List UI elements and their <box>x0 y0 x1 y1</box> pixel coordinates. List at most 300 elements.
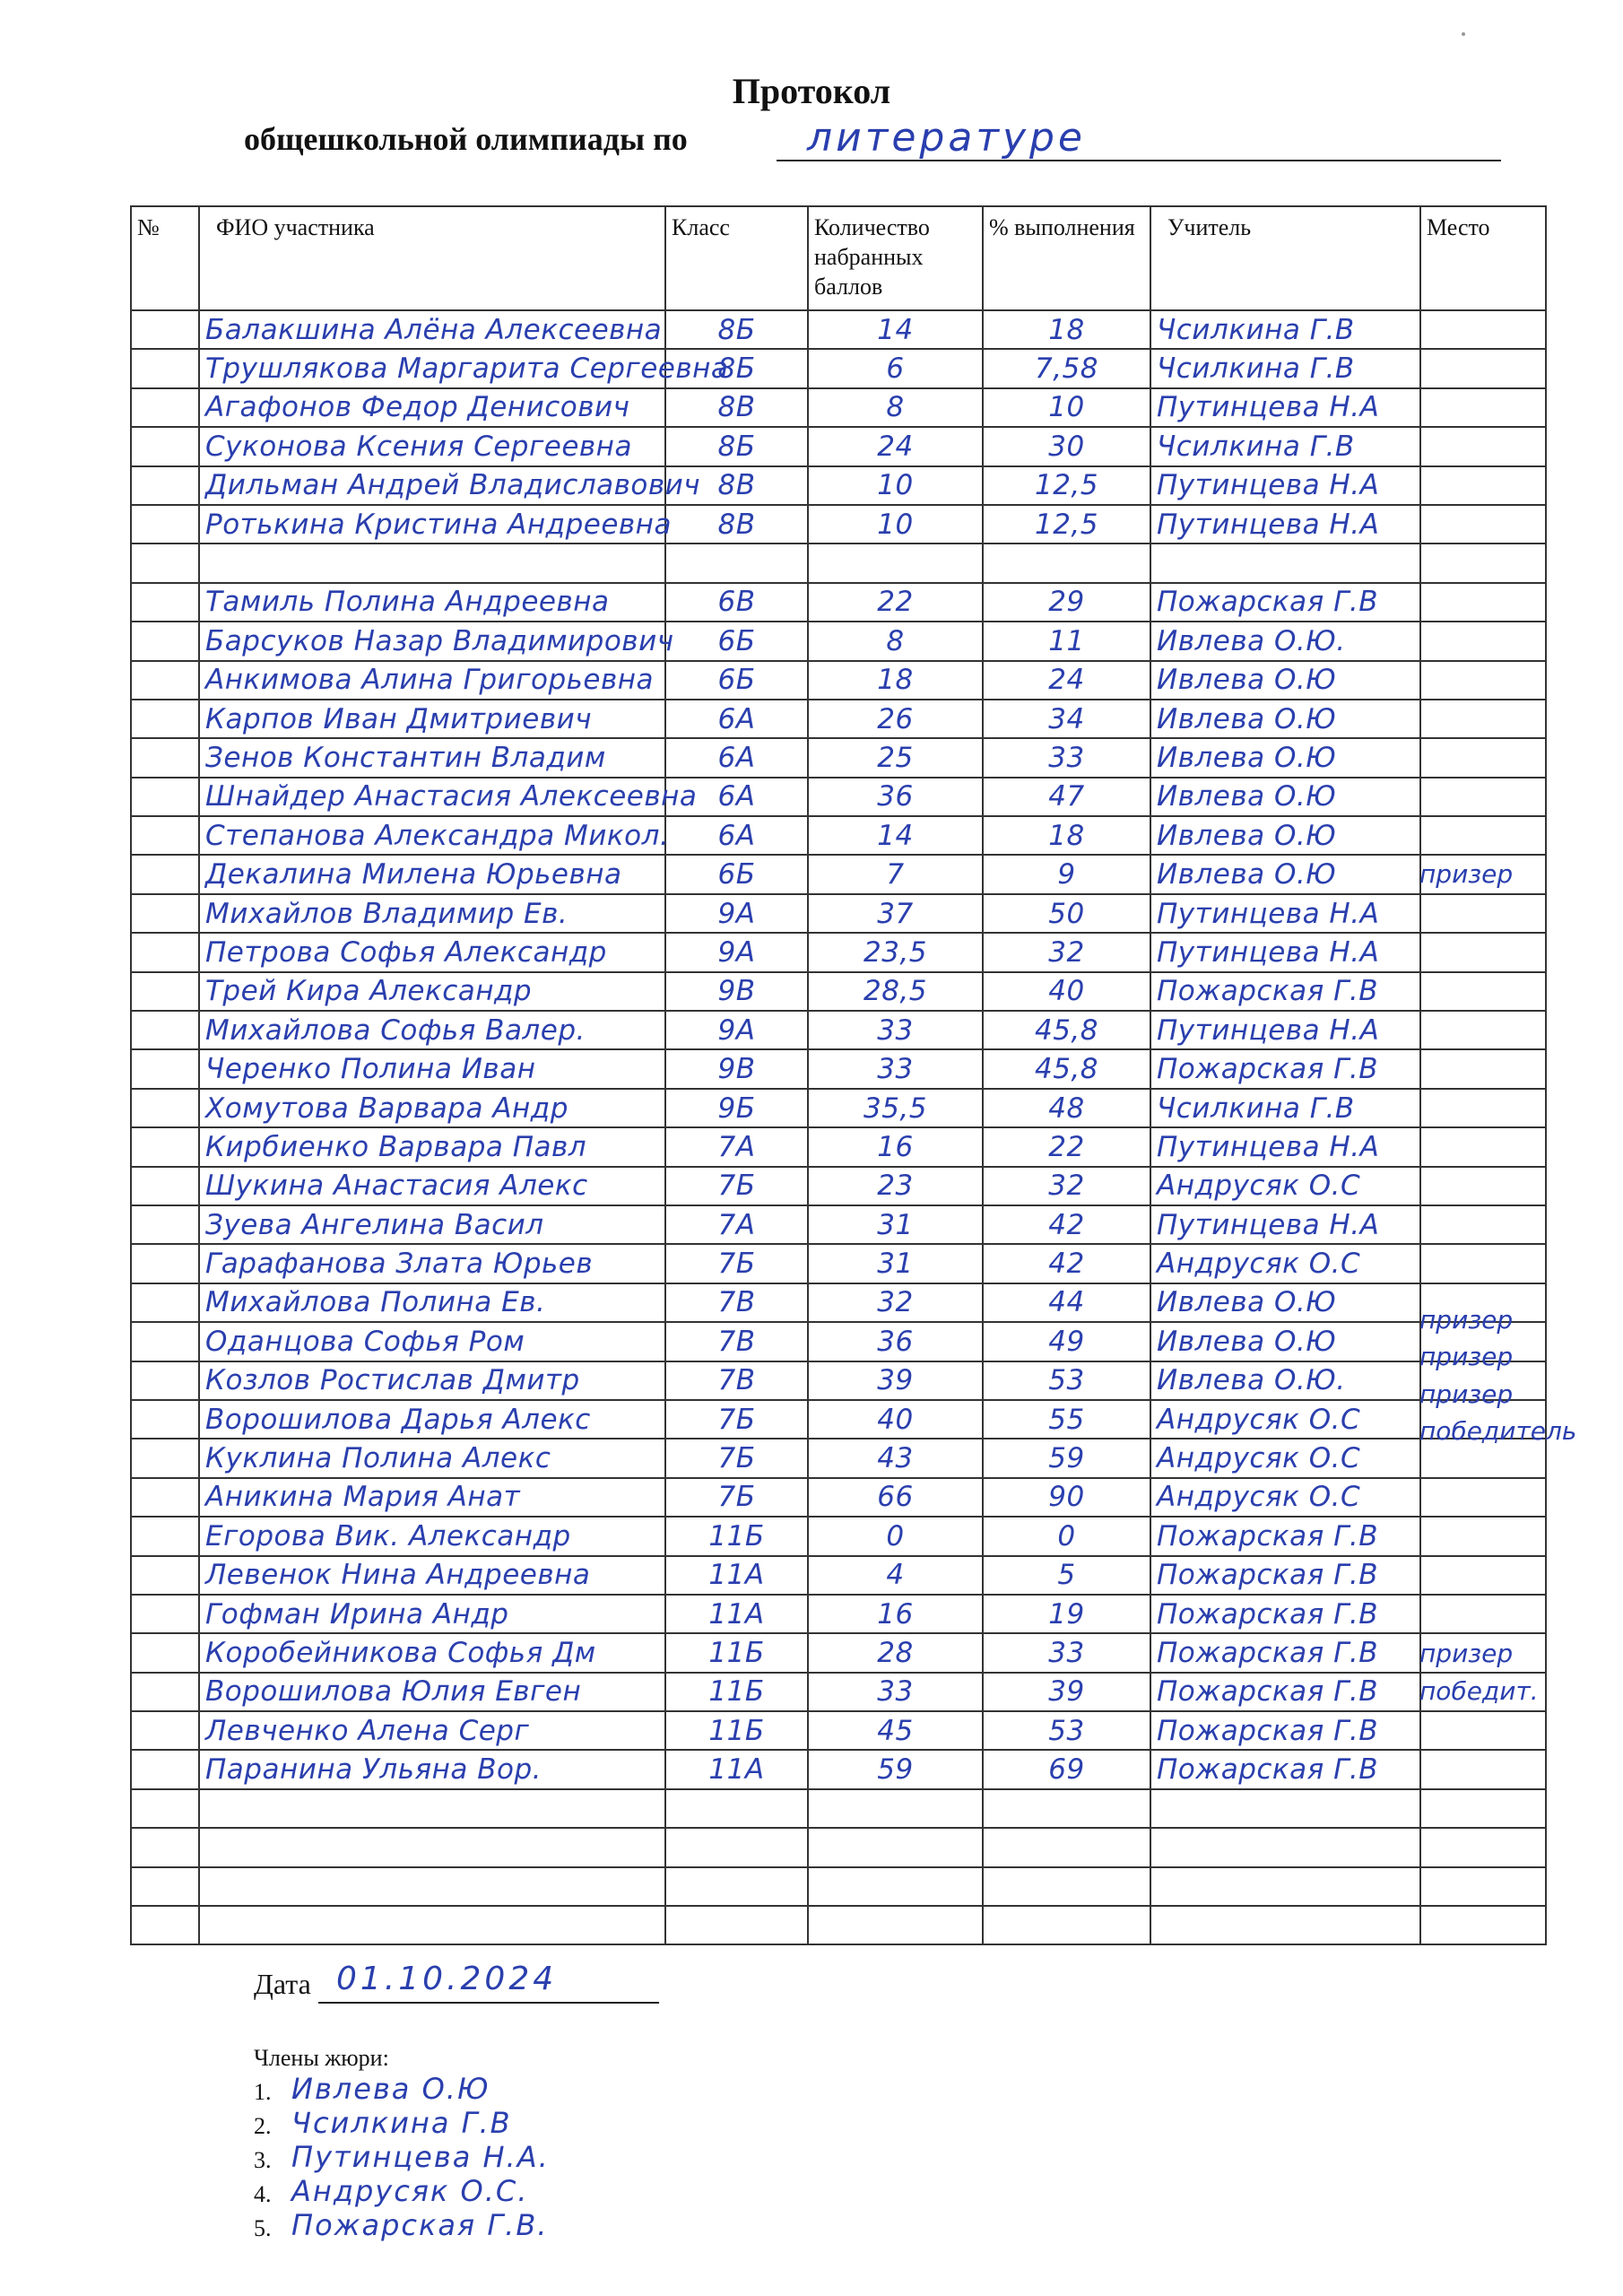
participant-place <box>1420 933 1546 971</box>
participant-name: Оданцова Софья Ром <box>199 1322 665 1361</box>
participant-grade: 9А <box>665 894 808 933</box>
participant-score: 10 <box>808 505 983 544</box>
participant-teacher: Андрусяк О.С <box>1150 1439 1420 1477</box>
row-number <box>131 1439 199 1477</box>
row-number <box>131 1906 199 1944</box>
participant-teacher: Пожарская Г.В <box>1150 1556 1420 1595</box>
document-title: Протокол <box>732 71 891 111</box>
table-row <box>131 1867 1546 1906</box>
participant-teacher: Путинцева Н.А <box>1150 1127 1420 1166</box>
jury-member-name: Пожарская Г.В. <box>291 2208 549 2242</box>
participant-score: 6 <box>808 349 983 387</box>
table-row <box>131 972 1546 1011</box>
participant-place <box>1420 505 1546 544</box>
row-number <box>131 1517 199 1555</box>
participant-name: Ротькина Кристина Андреевна <box>199 505 665 544</box>
participant-grade: 11Б <box>665 1517 808 1555</box>
row-number <box>131 1400 199 1439</box>
participant-score <box>808 1789 983 1828</box>
row-number <box>131 1867 199 1906</box>
participant-place <box>1420 1049 1546 1088</box>
participant-place <box>1420 622 1546 660</box>
table-row <box>131 894 1546 933</box>
participant-percent: 19 <box>983 1595 1150 1633</box>
participant-score: 28,5 <box>808 972 983 1011</box>
table-row <box>131 738 1546 777</box>
participant-place <box>1420 1205 1546 1244</box>
participant-percent: 55 <box>983 1400 1150 1439</box>
table-row <box>131 816 1546 855</box>
participant-place <box>1420 544 1546 582</box>
participant-teacher: Ивлева О.Ю <box>1150 738 1420 777</box>
table-row <box>131 1750 1546 1788</box>
participant-teacher: Ивлева О.Ю. <box>1150 622 1420 660</box>
participant-teacher: Ивлева О.Ю <box>1150 1283 1420 1322</box>
participant-name: Анкимова Алина Григорьевна <box>199 661 665 700</box>
participant-teacher: Пожарская Г.В <box>1150 1049 1420 1088</box>
participant-percent: 18 <box>983 310 1150 349</box>
participant-grade: 7Б <box>665 1478 808 1517</box>
participant-score: 24 <box>808 427 983 465</box>
participant-score: 16 <box>808 1595 983 1633</box>
table-row <box>131 1595 1546 1633</box>
participant-teacher <box>1150 1789 1420 1828</box>
participant-teacher: Ивлева О.Ю <box>1150 816 1420 855</box>
jury-title: Члены жюри: <box>254 2045 389 2071</box>
place-note: победитель <box>1419 1416 1577 1446</box>
table-header-row <box>131 206 1546 310</box>
row-number <box>131 816 199 855</box>
participant-grade: 9Б <box>665 1089 808 1127</box>
participant-grade: 9А <box>665 933 808 971</box>
participant-grade: 8В <box>665 505 808 544</box>
table-row <box>131 778 1546 816</box>
participant-score: 26 <box>808 700 983 738</box>
table-row <box>131 1127 1546 1166</box>
document-subtitle: общешкольной олимпиады по <box>244 121 688 157</box>
participant-grade: 7Б <box>665 1439 808 1477</box>
participant-name: Аникина Мария Анат <box>199 1478 665 1517</box>
participant-grade: 6А <box>665 778 808 816</box>
participant-grade: 8Б <box>665 427 808 465</box>
participant-name: Карпов Иван Дмитриевич <box>199 700 665 738</box>
participant-percent: 32 <box>983 1167 1150 1205</box>
participant-grade: 6Б <box>665 855 808 893</box>
participant-place <box>1420 972 1546 1011</box>
row-number <box>131 349 199 387</box>
participant-place <box>1420 1595 1546 1633</box>
participant-name: Левенок Нина Андреевна <box>199 1556 665 1595</box>
table-row <box>131 1244 1546 1283</box>
participant-grade: 6А <box>665 816 808 855</box>
date-underline <box>318 2002 659 2004</box>
participant-score <box>808 544 983 582</box>
header-place: Место <box>1420 206 1546 310</box>
participant-percent: 29 <box>983 583 1150 622</box>
participant-name: Хомутова Варвара Андр <box>199 1089 665 1127</box>
participant-place <box>1420 1478 1546 1517</box>
participant-teacher: Чсилкина Г.В <box>1150 310 1420 349</box>
participant-percent: 9 <box>983 855 1150 893</box>
participant-name: Паранина Ульяна Вор. <box>199 1750 665 1788</box>
table-row <box>131 310 1546 349</box>
participant-percent: 47 <box>983 778 1150 816</box>
jury-member-name: Ивлева О.Ю <box>291 2072 490 2106</box>
participant-percent: 34 <box>983 700 1150 738</box>
participant-place <box>1420 427 1546 465</box>
participant-name: Шукина Анастасия Алекс <box>199 1167 665 1205</box>
table-row <box>131 1633 1546 1672</box>
row-number <box>131 1244 199 1283</box>
participant-name: Михайлова Полина Ев. <box>199 1283 665 1322</box>
participant-grade: 11А <box>665 1556 808 1595</box>
participant-teacher: Пожарская Г.В <box>1150 1517 1420 1555</box>
header-score: Количество набранных баллов <box>808 206 983 310</box>
date-label: Дата <box>254 1968 311 2000</box>
participant-teacher: Путинцева Н.А <box>1150 388 1420 427</box>
participant-score: 8 <box>808 388 983 427</box>
participant-score: 37 <box>808 894 983 933</box>
participant-name: Трей Кира Александр <box>199 972 665 1011</box>
participant-name: Козлов Ростислав Дмитр <box>199 1361 665 1400</box>
place-note: призер <box>1419 1639 1514 1669</box>
participant-score: 45 <box>808 1711 983 1750</box>
participant-teacher: Пожарская Г.В <box>1150 583 1420 622</box>
participant-score: 28 <box>808 1633 983 1672</box>
participant-score: 66 <box>808 1478 983 1517</box>
participant-place <box>1420 1750 1546 1788</box>
participant-place <box>1420 1244 1546 1283</box>
participant-percent: 53 <box>983 1361 1150 1400</box>
participant-grade: 11Б <box>665 1633 808 1672</box>
participant-grade: 9В <box>665 1049 808 1088</box>
participant-name <box>199 1828 665 1866</box>
participant-name: Декалина Милена Юрьевна <box>199 855 665 893</box>
participant-grade: 11А <box>665 1750 808 1788</box>
participant-teacher: Ивлева О.Ю <box>1150 700 1420 738</box>
row-number <box>131 1283 199 1322</box>
row-number <box>131 1556 199 1595</box>
participant-teacher: Ивлева О.Ю. <box>1150 1361 1420 1400</box>
row-number <box>131 583 199 622</box>
row-number <box>131 933 199 971</box>
participant-name: Черенко Полина Иван <box>199 1049 665 1088</box>
scan-speck <box>1462 32 1465 36</box>
participant-grade: 11А <box>665 1595 808 1633</box>
participant-score: 33 <box>808 1049 983 1088</box>
place-note: призер <box>1419 1342 1514 1372</box>
participant-name: Гарафанова Злата Юрьев <box>199 1244 665 1283</box>
row-number <box>131 1205 199 1244</box>
participant-score: 14 <box>808 816 983 855</box>
participant-percent: 49 <box>983 1322 1150 1361</box>
participant-teacher: Андрусяк О.С <box>1150 1167 1420 1205</box>
participant-score: 36 <box>808 778 983 816</box>
participant-teacher: Чсилкина Г.В <box>1150 427 1420 465</box>
table-row <box>131 1089 1546 1127</box>
header-grade: Класс <box>665 206 808 310</box>
participant-percent: 11 <box>983 622 1150 660</box>
participant-percent: 40 <box>983 972 1150 1011</box>
table-row <box>131 1439 1546 1477</box>
participant-teacher: Андрусяк О.С <box>1150 1400 1420 1439</box>
participant-grade: 7А <box>665 1127 808 1166</box>
table-row <box>131 1828 1546 1866</box>
participant-percent: 12,5 <box>983 505 1150 544</box>
table-body <box>131 310 1546 1944</box>
participant-teacher: Пожарская Г.В <box>1150 1673 1420 1711</box>
row-number <box>131 1322 199 1361</box>
participant-place <box>1420 1711 1546 1750</box>
participant-score: 10 <box>808 466 983 505</box>
participant-name: Михайлова Софья Валер. <box>199 1011 665 1049</box>
participant-name: Трушлякова Маргарита Сергеевна <box>199 349 665 387</box>
participant-grade: 6А <box>665 738 808 777</box>
subject-handwritten: литературе <box>807 115 1086 161</box>
participant-teacher: Ивлева О.Ю <box>1150 778 1420 816</box>
participant-percent <box>983 1789 1150 1828</box>
participant-score: 40 <box>808 1400 983 1439</box>
jury-member-name: Андрусяк О.С. <box>291 2174 529 2208</box>
table-row <box>131 933 1546 971</box>
participant-place <box>1420 1517 1546 1555</box>
participant-percent: 5 <box>983 1556 1150 1595</box>
participant-score: 14 <box>808 310 983 349</box>
participant-grade: 6Б <box>665 661 808 700</box>
participant-percent: 24 <box>983 661 1150 700</box>
row-number <box>131 388 199 427</box>
participant-place <box>1420 661 1546 700</box>
row-number <box>131 1595 199 1633</box>
participant-percent: 44 <box>983 1283 1150 1322</box>
participant-score: 25 <box>808 738 983 777</box>
participant-percent: 48 <box>983 1089 1150 1127</box>
participant-percent: 22 <box>983 1127 1150 1166</box>
row-number <box>131 1673 199 1711</box>
participant-score: 33 <box>808 1011 983 1049</box>
table-row <box>131 622 1546 660</box>
participant-name: Егорова Вик. Александр <box>199 1517 665 1555</box>
row-number <box>131 1049 199 1088</box>
participant-teacher: Андрусяк О.С <box>1150 1478 1420 1517</box>
row-number <box>131 1089 199 1127</box>
table-row <box>131 1322 1546 1361</box>
participant-score: 0 <box>808 1517 983 1555</box>
participant-place <box>1420 1828 1546 1866</box>
participant-place <box>1420 1867 1546 1906</box>
participant-name: Барсуков Назар Владимирович <box>199 622 665 660</box>
jury-member-number: 4. <box>254 2181 272 2207</box>
table-row <box>131 1205 1546 1244</box>
jury-member-name: Путинцева Н.А. <box>291 2140 550 2174</box>
table-row <box>131 1789 1546 1828</box>
participant-score: 31 <box>808 1205 983 1244</box>
participant-score: 8 <box>808 622 983 660</box>
participant-place <box>1420 1556 1546 1595</box>
place-note: призер <box>1419 1378 1514 1409</box>
participant-grade: 8Б <box>665 310 808 349</box>
header-num: № <box>131 206 199 310</box>
participant-teacher: Ивлева О.Ю <box>1150 661 1420 700</box>
participant-name: Зуева Ангелина Васил <box>199 1205 665 1244</box>
row-number <box>131 622 199 660</box>
participant-name: Ворошилова Юлия Евген <box>199 1673 665 1711</box>
participant-score: 23,5 <box>808 933 983 971</box>
participant-score: 35,5 <box>808 1089 983 1127</box>
participant-percent: 32 <box>983 933 1150 971</box>
participant-teacher: Пожарская Г.В <box>1150 1711 1420 1750</box>
participant-name <box>199 1789 665 1828</box>
table-row <box>131 1011 1546 1049</box>
table-row <box>131 1361 1546 1400</box>
participant-score: 18 <box>808 661 983 700</box>
participant-teacher: Чсилкина Г.В <box>1150 1089 1420 1127</box>
place-note: победит. <box>1419 1675 1539 1706</box>
table-row <box>131 1673 1546 1711</box>
jury-member-number: 2. <box>254 2113 272 2139</box>
participant-name: Суконова Ксения Сергеевна <box>199 427 665 465</box>
table-row <box>131 1167 1546 1205</box>
jury-member-number: 5. <box>254 2215 272 2241</box>
participant-name: Агафонов Федор Денисович <box>199 388 665 427</box>
participant-percent <box>983 1828 1150 1866</box>
participant-teacher <box>1150 1867 1420 1906</box>
participant-grade: 6Б <box>665 622 808 660</box>
participant-percent: 59 <box>983 1439 1150 1477</box>
participant-place <box>1420 738 1546 777</box>
participant-percent: 7,58 <box>983 349 1150 387</box>
participant-name: Коробейникова Софья Дм <box>199 1633 665 1672</box>
participant-percent: 12,5 <box>983 466 1150 505</box>
participant-teacher: Андрусяк О.С <box>1150 1244 1420 1283</box>
header-percent: % выполнения <box>983 206 1150 310</box>
jury-list <box>254 2072 550 2242</box>
row-number <box>131 778 199 816</box>
participant-name: Шнайдер Анастасия Алексеевна <box>199 778 665 816</box>
jury-member <box>254 2072 550 2106</box>
participant-name: Балакшина Алёна Алексеевна <box>199 310 665 349</box>
participant-percent: 50 <box>983 894 1150 933</box>
participant-percent: 90 <box>983 1478 1150 1517</box>
participant-score: 4 <box>808 1556 983 1595</box>
participant-grade: 11Б <box>665 1711 808 1750</box>
participant-name: Гофман Ирина Андр <box>199 1595 665 1633</box>
participant-grade: 7В <box>665 1283 808 1322</box>
participant-name <box>199 1906 665 1944</box>
table-row <box>131 661 1546 700</box>
participant-score <box>808 1867 983 1906</box>
row-number <box>131 1711 199 1750</box>
participant-name: Куклина Полина Алекс <box>199 1439 665 1477</box>
participant-place <box>1420 466 1546 505</box>
participant-place <box>1420 310 1546 349</box>
participant-grade <box>665 1828 808 1866</box>
participant-percent: 42 <box>983 1205 1150 1244</box>
participant-percent <box>983 544 1150 582</box>
participant-score: 23 <box>808 1167 983 1205</box>
participant-grade: 6В <box>665 583 808 622</box>
participant-grade: 7Б <box>665 1400 808 1439</box>
participant-name: Михайлов Владимир Ев. <box>199 894 665 933</box>
table-row <box>131 505 1546 544</box>
participant-grade: 9В <box>665 972 808 1011</box>
table-row <box>131 427 1546 465</box>
participant-teacher: Чсилкина Г.В <box>1150 349 1420 387</box>
participant-grade: 8В <box>665 388 808 427</box>
participant-percent: 33 <box>983 1633 1150 1672</box>
table-row <box>131 1556 1546 1595</box>
participant-grade: 8В <box>665 466 808 505</box>
participant-grade: 8Б <box>665 349 808 387</box>
row-number <box>131 972 199 1011</box>
participant-name <box>199 1867 665 1906</box>
row-number <box>131 855 199 893</box>
header-teacher: Учитель <box>1150 206 1420 310</box>
participant-teacher: Путинцева Н.А <box>1150 505 1420 544</box>
participant-percent: 18 <box>983 816 1150 855</box>
jury-member-number: 1. <box>254 2079 272 2105</box>
table-row <box>131 1478 1546 1517</box>
participant-teacher: Ивлева О.Ю <box>1150 1322 1420 1361</box>
participant-score: 43 <box>808 1439 983 1477</box>
participant-teacher <box>1150 544 1420 582</box>
jury-member <box>254 2174 550 2208</box>
participant-place <box>1420 1906 1546 1944</box>
participant-score <box>808 1906 983 1944</box>
participant-place <box>1420 583 1546 622</box>
participant-teacher: Путинцева Н.А <box>1150 466 1420 505</box>
participant-name: Зенов Константин Владим <box>199 738 665 777</box>
participant-place <box>1420 700 1546 738</box>
participant-teacher: Пожарская Г.В <box>1150 972 1420 1011</box>
participant-place <box>1420 388 1546 427</box>
table-row <box>131 388 1546 427</box>
participant-place <box>1420 1011 1546 1049</box>
participant-grade <box>665 1867 808 1906</box>
participant-percent: 53 <box>983 1711 1150 1750</box>
participant-name: Петрова Софья Александр <box>199 933 665 971</box>
participant-grade: 11Б <box>665 1673 808 1711</box>
row-number <box>131 1789 199 1828</box>
participant-place <box>1420 1089 1546 1127</box>
row-number <box>131 1828 199 1866</box>
participant-teacher: Ивлева О.Ю <box>1150 855 1420 893</box>
table-row <box>131 544 1546 582</box>
participant-grade: 7А <box>665 1205 808 1244</box>
date-value: 01.10.2024 <box>336 1961 558 1997</box>
row-number <box>131 1478 199 1517</box>
participant-name: Ворошилова Дарья Алекс <box>199 1400 665 1439</box>
participant-percent: 0 <box>983 1517 1150 1555</box>
participant-grade: 7В <box>665 1361 808 1400</box>
row-number <box>131 1167 199 1205</box>
row-number <box>131 738 199 777</box>
row-number <box>131 466 199 505</box>
participant-percent <box>983 1906 1150 1944</box>
table-row <box>131 1517 1546 1555</box>
participant-teacher: Пожарская Г.В <box>1150 1595 1420 1633</box>
results-table <box>130 205 1547 1945</box>
jury-member <box>254 2140 550 2174</box>
participant-teacher: Путинцева Н.А <box>1150 1011 1420 1049</box>
participant-percent: 33 <box>983 738 1150 777</box>
header-name: ФИО участника <box>199 206 665 310</box>
participant-grade: 9А <box>665 1011 808 1049</box>
participant-place <box>1420 1167 1546 1205</box>
table-row <box>131 1906 1546 1944</box>
participant-percent: 30 <box>983 427 1150 465</box>
row-number <box>131 1750 199 1788</box>
